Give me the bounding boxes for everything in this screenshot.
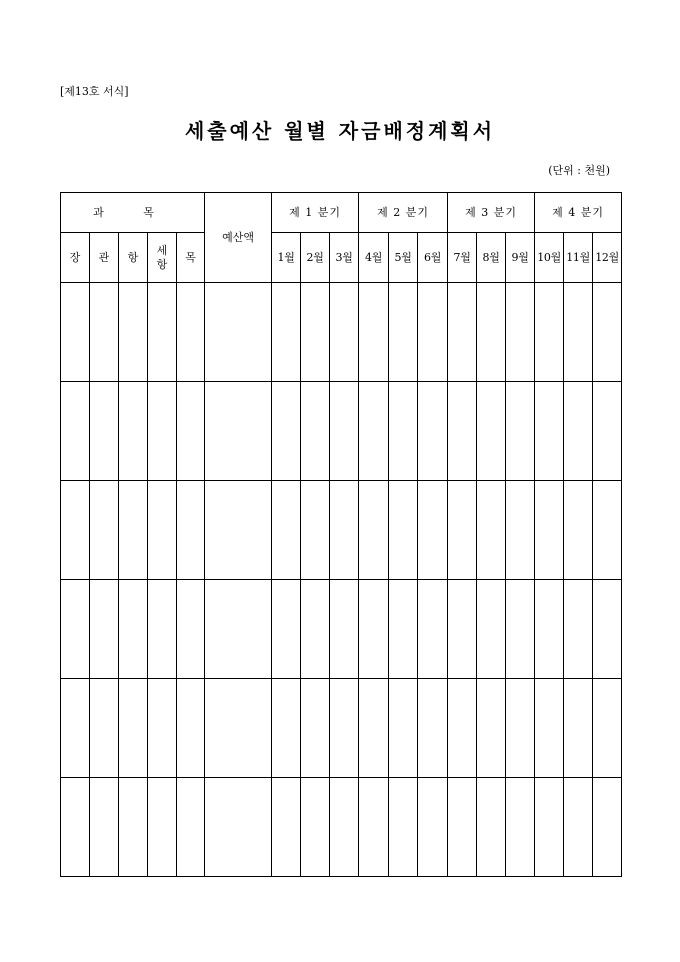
sehang-char-1: 세: [156, 243, 168, 257]
hang-cell[interactable]: [119, 679, 148, 778]
hang-cell[interactable]: [119, 778, 148, 877]
allocation-plan-table: [60, 192, 622, 877]
budget-amount-header: 예산액: [205, 193, 272, 283]
month-1-cell[interactable]: [272, 778, 301, 877]
month-6-cell[interactable]: [418, 679, 448, 778]
month-10-cell[interactable]: [535, 283, 564, 382]
account-level-sehang: [148, 233, 177, 283]
budget-amount-cell[interactable]: [205, 382, 272, 481]
month-3-cell[interactable]: [330, 778, 359, 877]
month-2-cell[interactable]: [301, 382, 330, 481]
month-1-cell[interactable]: [272, 679, 301, 778]
month-12-cell[interactable]: [593, 679, 622, 778]
budget-amount-cell[interactable]: [205, 283, 272, 382]
month-1-cell[interactable]: [272, 382, 301, 481]
month-6-cell[interactable]: [418, 481, 448, 580]
month-7-cell[interactable]: [448, 679, 477, 778]
mok-cell[interactable]: [177, 778, 205, 877]
gwan-cell[interactable]: [90, 778, 119, 877]
month-7-cell[interactable]: [448, 283, 477, 382]
month-8-cell[interactable]: [477, 283, 506, 382]
month-6-cell[interactable]: [418, 778, 448, 877]
month-4-cell[interactable]: [359, 580, 389, 679]
budget-amount-cell[interactable]: [205, 481, 272, 580]
month-3-header: 3월: [330, 233, 359, 283]
table-row: [61, 778, 622, 877]
sehang-char-2: 항: [156, 257, 168, 271]
month-8-cell[interactable]: [477, 778, 506, 877]
month-1-cell[interactable]: [272, 481, 301, 580]
sehang-cell[interactable]: [148, 382, 177, 481]
month-12-cell[interactable]: [593, 481, 622, 580]
budget-amount-cell[interactable]: [205, 778, 272, 877]
month-3-cell[interactable]: [330, 481, 359, 580]
month-12-header: 12월: [593, 233, 622, 283]
month-1-cell[interactable]: [272, 580, 301, 679]
account-level-hang: 항: [119, 233, 148, 283]
month-11-cell[interactable]: [564, 778, 593, 877]
hang-cell[interactable]: [119, 283, 148, 382]
month-9-cell[interactable]: [506, 382, 535, 481]
month-8-cell[interactable]: [477, 382, 506, 481]
jang-cell[interactable]: [61, 283, 90, 382]
month-5-cell[interactable]: [389, 778, 418, 877]
month-3-cell[interactable]: [330, 580, 359, 679]
month-11-header: 11월: [564, 233, 593, 283]
header-row-2: [61, 233, 622, 283]
mok-cell[interactable]: [177, 679, 205, 778]
hang-cell[interactable]: [119, 481, 148, 580]
month-5-cell[interactable]: [389, 283, 418, 382]
account-level-mok: 목: [177, 233, 205, 283]
month-4-cell[interactable]: [359, 679, 389, 778]
jang-cell[interactable]: [61, 481, 90, 580]
sehang-cell[interactable]: [148, 481, 177, 580]
month-9-header: 9월: [506, 233, 535, 283]
month-6-cell[interactable]: [418, 580, 448, 679]
quarter-2-header: 제 2 분기: [359, 193, 448, 233]
month-4-cell[interactable]: [359, 382, 389, 481]
mok-cell[interactable]: [177, 283, 205, 382]
month-4-cell[interactable]: [359, 778, 389, 877]
month-10-header: 10월: [535, 233, 564, 283]
month-6-cell[interactable]: [418, 283, 448, 382]
mok-cell[interactable]: [177, 580, 205, 679]
month-5-cell[interactable]: [389, 382, 418, 481]
month-5-cell[interactable]: [389, 580, 418, 679]
month-11-cell[interactable]: [564, 679, 593, 778]
month-3-cell[interactable]: [330, 283, 359, 382]
month-6-cell[interactable]: [418, 382, 448, 481]
gwan-cell[interactable]: [90, 580, 119, 679]
month-11-cell[interactable]: [564, 382, 593, 481]
month-2-cell[interactable]: [301, 778, 330, 877]
month-9-cell[interactable]: [506, 778, 535, 877]
month-1-header: 1월: [272, 233, 301, 283]
month-2-cell[interactable]: [301, 580, 330, 679]
month-8-cell[interactable]: [477, 679, 506, 778]
month-10-cell[interactable]: [535, 778, 564, 877]
month-5-header: 5월: [389, 233, 418, 283]
jang-cell[interactable]: [61, 382, 90, 481]
table-row: [61, 283, 622, 382]
month-10-cell[interactable]: [535, 580, 564, 679]
month-4-cell[interactable]: [359, 481, 389, 580]
account-level-gwan: 관: [90, 233, 119, 283]
quarter-3-header: 제 3 분기: [448, 193, 535, 233]
month-3-cell[interactable]: [330, 679, 359, 778]
month-9-cell[interactable]: [506, 283, 535, 382]
data-rows: [61, 283, 622, 877]
header-row-1: [61, 193, 622, 233]
month-7-cell[interactable]: [448, 382, 477, 481]
month-10-cell[interactable]: [535, 481, 564, 580]
month-9-cell[interactable]: [506, 580, 535, 679]
mok-cell[interactable]: [177, 481, 205, 580]
month-9-cell[interactable]: [506, 679, 535, 778]
hang-cell[interactable]: [119, 382, 148, 481]
quarter-4-header: 제 4 분기: [535, 193, 622, 233]
month-6-header: 6월: [418, 233, 448, 283]
month-7-cell[interactable]: [448, 580, 477, 679]
hang-cell[interactable]: [119, 580, 148, 679]
month-8-cell[interactable]: [477, 481, 506, 580]
account-group-header: 과 목: [61, 193, 205, 233]
month-11-cell[interactable]: [564, 481, 593, 580]
form-number: [제13호 서식]: [60, 85, 129, 98]
month-7-cell[interactable]: [448, 481, 477, 580]
month-2-cell[interactable]: [301, 679, 330, 778]
account-level-jang: 장: [61, 233, 90, 283]
month-10-cell[interactable]: [535, 679, 564, 778]
month-2-cell[interactable]: [301, 283, 330, 382]
sehang-cell[interactable]: [148, 679, 177, 778]
month-4-cell[interactable]: [359, 283, 389, 382]
month-1-cell[interactable]: [272, 283, 301, 382]
table-row: [61, 382, 622, 481]
month-12-cell[interactable]: [593, 580, 622, 679]
gwan-cell[interactable]: [90, 382, 119, 481]
month-2-header: 2월: [301, 233, 330, 283]
month-5-cell[interactable]: [389, 679, 418, 778]
budget-amount-cell[interactable]: [205, 679, 272, 778]
sehang-cell[interactable]: [148, 778, 177, 877]
gwan-cell[interactable]: [90, 283, 119, 382]
mok-cell[interactable]: [177, 382, 205, 481]
budget-amount-cell[interactable]: [205, 580, 272, 679]
gwan-cell[interactable]: [90, 679, 119, 778]
month-8-cell[interactable]: [477, 580, 506, 679]
unit-note: (단위 : 천원): [548, 164, 610, 177]
jang-cell[interactable]: [61, 679, 90, 778]
month-8-header: 8월: [477, 233, 506, 283]
jang-cell[interactable]: [61, 778, 90, 877]
month-3-cell[interactable]: [330, 382, 359, 481]
month-2-cell[interactable]: [301, 481, 330, 580]
month-12-cell[interactable]: [593, 283, 622, 382]
gwan-cell[interactable]: [90, 481, 119, 580]
table-row: [61, 481, 622, 580]
sehang-cell[interactable]: [148, 283, 177, 382]
month-9-cell[interactable]: [506, 481, 535, 580]
document-title: 세출예산 월별 자금배정계획서: [184, 119, 496, 143]
month-11-cell[interactable]: [564, 580, 593, 679]
month-11-cell[interactable]: [564, 283, 593, 382]
month-4-header: 4월: [359, 233, 389, 283]
sehang-cell[interactable]: [148, 580, 177, 679]
table-row: [61, 580, 622, 679]
month-10-cell[interactable]: [535, 382, 564, 481]
month-5-cell[interactable]: [389, 481, 418, 580]
month-7-cell[interactable]: [448, 778, 477, 877]
month-12-cell[interactable]: [593, 778, 622, 877]
jang-cell[interactable]: [61, 580, 90, 679]
quarter-1-header: 제 1 분기: [272, 193, 359, 233]
month-7-header: 7월: [448, 233, 477, 283]
table-row: [61, 679, 622, 778]
month-12-cell[interactable]: [593, 382, 622, 481]
